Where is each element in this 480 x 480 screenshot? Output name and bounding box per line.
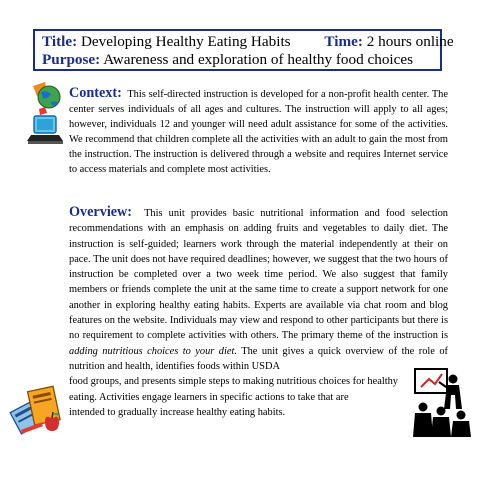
overview-tail [69,374,448,420]
context-section [69,86,448,177]
overview-tail-line: eating. Activities engage learners in specific actions to take that are [69,391,349,403]
time-value: 2 hours online [366,33,454,50]
title-box [33,29,454,71]
title-line [42,33,454,51]
title-value: Developing Healthy Eating Habits [80,33,291,50]
presentation-people-icon [409,365,473,437]
purpose-label: Purpose: [42,51,101,68]
context-text: This self-directed instruction is developed for a non-profit health center. The center serves individuals of all ages and cultures. The instruction will apply to all ages; however, individuals 12 and younger will need adult assistance for some of the activities. We recommend that children complete all the activities with an adult to gain the most from the instruction. The instruction is delivered through a website and requires Internet service to access materials and complete most activities. [69,89,448,175]
globe-computer-icon [17,80,69,146]
overview-body [69,205,448,374]
time-label: Time: [324,33,363,50]
purpose-line [42,51,434,69]
context-heading: Context: [69,85,122,101]
purpose-value: Awareness and exploration of healthy food choices [103,51,414,68]
overview-text-after: The unit gives a quick overview of the role of nutrition and health, identifies foods within USDA [69,345,448,372]
overview-text-before: This unit provides basic nutritional information and food selection recommendations with an emphasis on adding fruits and vegetables to daily diet. The instruction is self-guided; learners work through the material independently at their on pace. The unit does not have required deadlines; however, we suggest that the two hours of instruction be completed over a two week time period. We also suggest that family members or friends complete the unit at the same time to create a support network for one another in exploring healthy eating habits. Experts are available via chat room and blog features on the website. Individuals may view and respond to other participants but there is no requirement to complete activities with others. The primary theme of the instruction is [69,208,448,342]
overview-section [69,205,448,420]
overview-text-emph: adding nutritious choices to your diet. [69,345,237,357]
overview-heading: Overview: [69,204,133,220]
overview-tail-line: food groups, and presents simple steps to making nutritious choices for healthy [69,376,398,388]
books-apple-icon [7,378,67,440]
title-label: Title: [42,33,78,50]
overview-tail-line: intended to gradually increase healthy eating habits. [69,406,286,418]
